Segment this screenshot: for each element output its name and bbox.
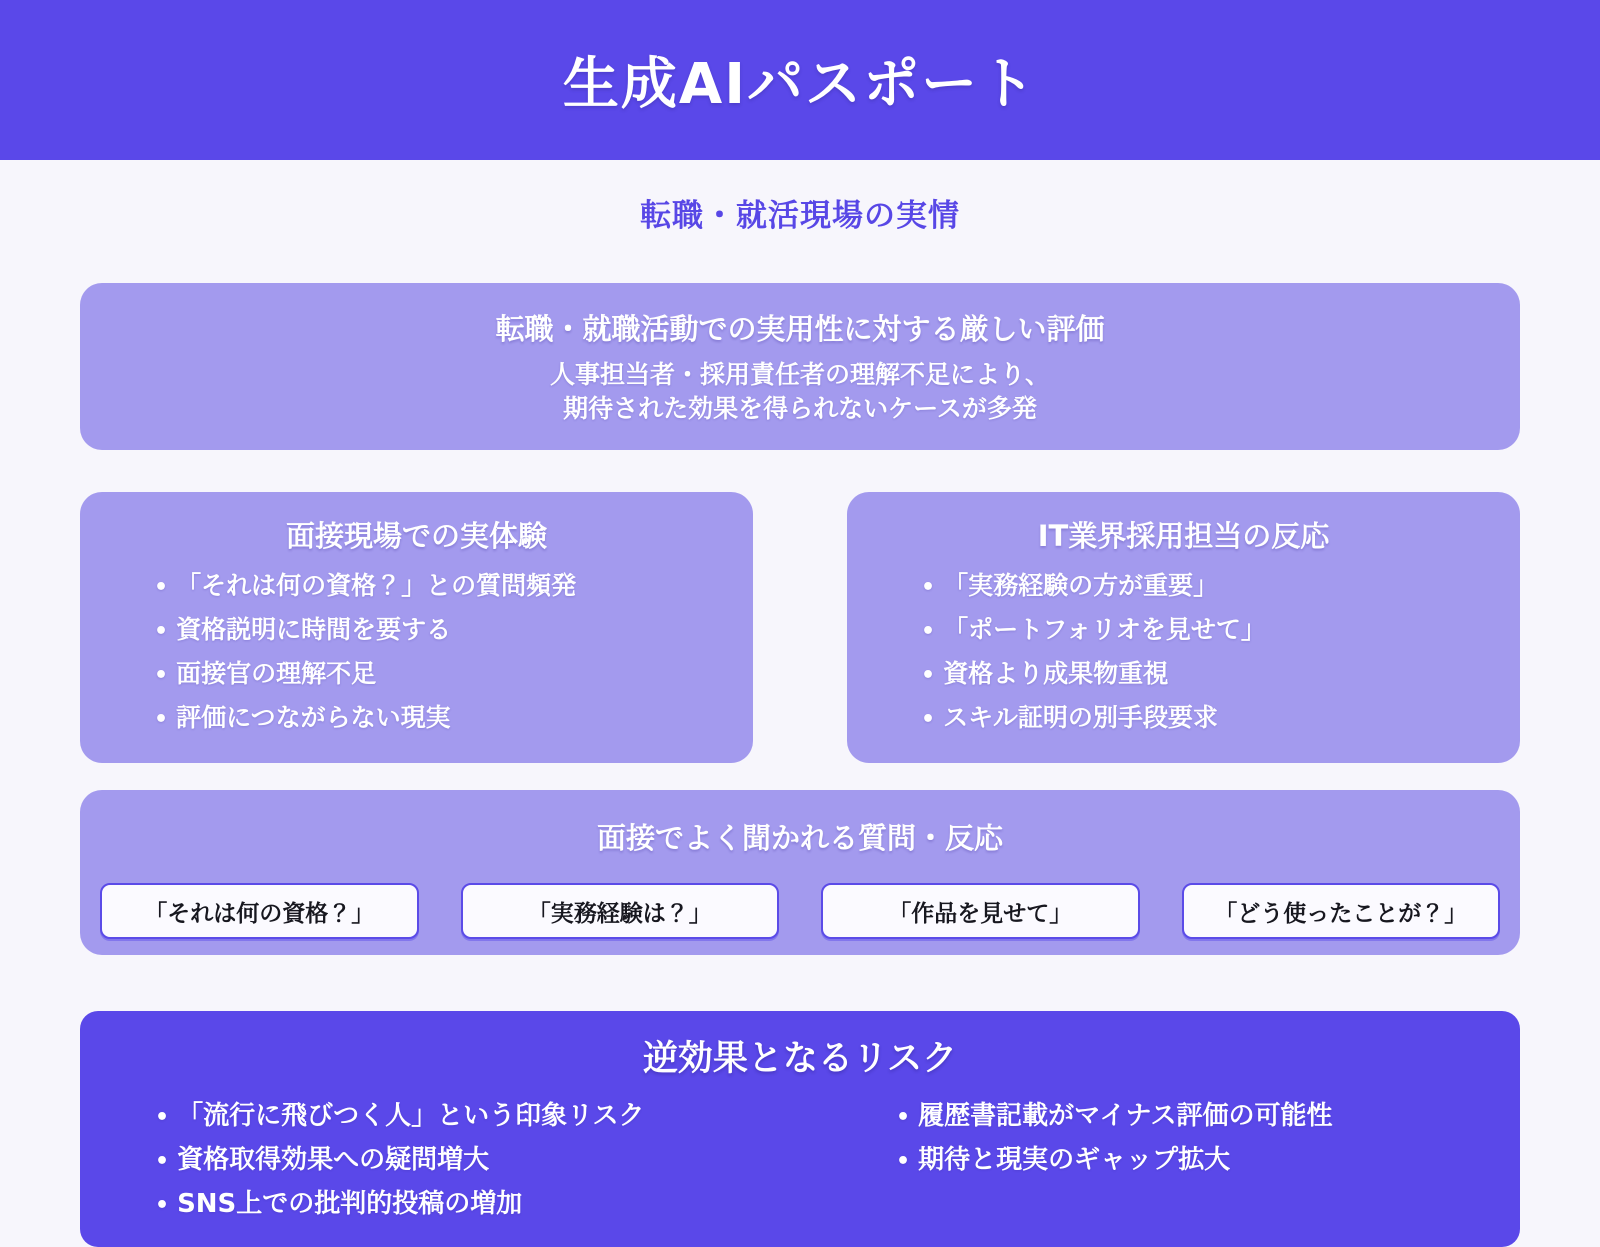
list-item [154, 609, 723, 653]
list-item [155, 1095, 800, 1139]
it-industry-list [877, 565, 1490, 741]
page-title: 生成AIパスポート [562, 52, 1038, 117]
list-item-label: 資格説明に時間を要する [176, 615, 452, 644]
evaluation-line: 人事担当者・採用責任者の理解不足により、 [549, 360, 1050, 389]
list-item [921, 609, 1490, 653]
list-item-label: 資格取得効果への疑問増大 [177, 1145, 490, 1175]
interview-experience-list [110, 565, 723, 741]
evaluation-panel [80, 283, 1520, 450]
list-item-label: 「実務経験の方が重要」 [943, 571, 1219, 600]
bullet-dot-icon: • [155, 1105, 170, 1130]
bullet-dot-icon: • [155, 1149, 170, 1174]
section-subtitle: 転職・就活現場の実情 [640, 198, 960, 234]
bullet-dot-icon: • [154, 619, 169, 644]
bullet-dot-icon: • [921, 707, 936, 732]
list-item [921, 653, 1490, 697]
question-chip: 「どう使ったことが？」 [1182, 883, 1501, 939]
bullet-dot-icon: • [896, 1149, 911, 1174]
list-item-label: 「ポートフォリオを見せて」 [943, 615, 1266, 644]
risk-panel-title: 逆効果となるリスク [642, 1039, 958, 1079]
list-item-label: スキル証明の別手段要求 [943, 703, 1218, 732]
question-chip: 「実務経験は？」 [461, 883, 780, 939]
list-item-label: 面接官の理解不足 [176, 659, 377, 688]
bullet-dot-icon: • [154, 575, 169, 600]
bullet-dot-icon: • [155, 1193, 170, 1218]
risk-column-left [120, 1095, 800, 1227]
evaluation-panel-title: 転職・就職活動での実用性に対する厳しい評価 [495, 312, 1105, 346]
list-item [154, 697, 723, 741]
list-item [896, 1095, 1480, 1139]
question-chip: 「作品を見せて」 [821, 883, 1140, 939]
content-area [0, 235, 1600, 1247]
risk-column-right [800, 1095, 1480, 1227]
question-chip: 「それは何の資格？」 [100, 883, 419, 939]
questions-panel [80, 790, 1520, 955]
interview-experience-title: 面接現場での実体験 [285, 519, 547, 553]
questions-panel-title: 面接でよく聞かれる質問・反応 [596, 821, 1003, 855]
list-item-label: 「流行に飛びつく人」という印象リスク [177, 1101, 645, 1131]
list-item [154, 565, 723, 609]
list-item [155, 1183, 800, 1227]
risk-right-list [896, 1095, 1480, 1183]
list-item [155, 1139, 800, 1183]
list-item-label: 期待と現実のギャップ拡大 [918, 1145, 1231, 1175]
risk-columns [120, 1095, 1480, 1227]
experience-row [80, 492, 1520, 763]
list-item [921, 697, 1490, 741]
list-item-label: 評価につながらない現実 [176, 703, 451, 732]
list-item [154, 653, 723, 697]
bullet-dot-icon: • [154, 707, 169, 732]
evaluation-line: 期待された効果を得られないケースが多発 [563, 394, 1037, 423]
risk-panel [80, 1011, 1520, 1247]
bullet-dot-icon: • [154, 663, 169, 688]
list-item-label: 資格より成果物重視 [943, 659, 1169, 688]
page-header [0, 0, 1600, 160]
list-item-label: 履歴書記載がマイナス評価の可能性 [918, 1101, 1333, 1131]
risk-left-list [155, 1095, 800, 1227]
list-item-label: 「それは何の資格？」との質問頻発 [176, 571, 577, 600]
evaluation-panel-body [120, 358, 1480, 426]
bullet-dot-icon: • [921, 619, 936, 644]
question-chips-row [100, 883, 1500, 939]
list-item-label: SNS上での批判的投稿の増加 [177, 1189, 523, 1219]
it-industry-title: IT業界採用担当の反応 [1037, 519, 1330, 553]
interview-experience-panel [80, 492, 753, 763]
list-item [921, 565, 1490, 609]
bullet-dot-icon: • [896, 1105, 911, 1130]
bullet-dot-icon: • [921, 663, 936, 688]
bullet-dot-icon: • [921, 575, 936, 600]
it-industry-panel [847, 492, 1520, 763]
list-item [896, 1139, 1480, 1183]
